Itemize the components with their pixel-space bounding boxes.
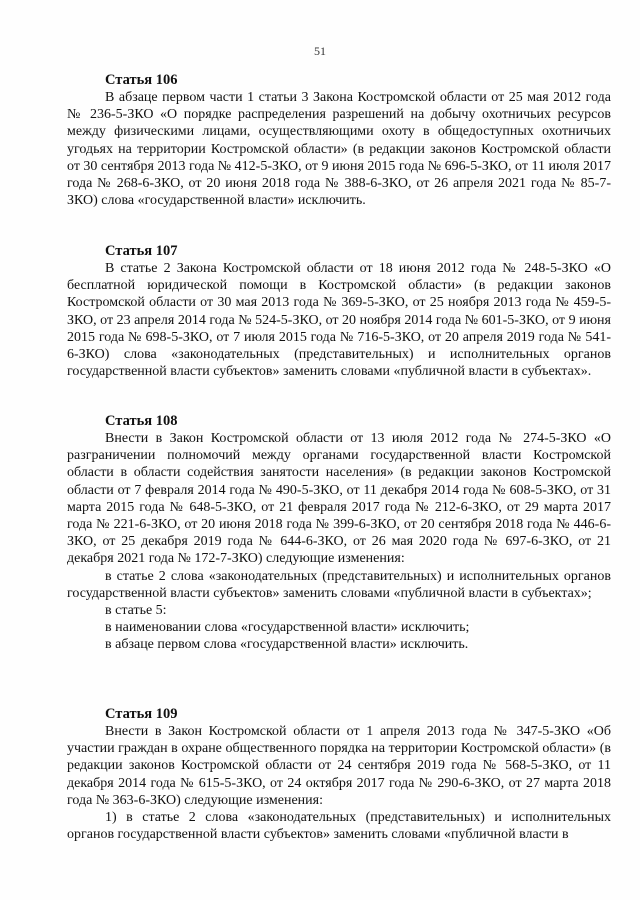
article-paragraph: в статье 2 слова «законодательных (представительных) и исполнительных органов государственной власти субъектов» заменить словами «публичной власти в субъектах»; bbox=[67, 568, 611, 601]
article-heading: Статья 109 bbox=[105, 706, 178, 722]
article-paragraph: в абзаце первом слова «государственной власти» исключить. bbox=[105, 637, 469, 653]
article-paragraph: в наименовании слова «государственной власти» исключить; bbox=[105, 620, 470, 636]
article-paragraph: В абзаце первом части 1 статьи 3 Закона Костромской области от 25 мая 2012 года № 236-5-ЗКО «О порядке распределения разрешений на добычу охотничьих ресурсов между физическими лицами, осуществляющими охоту в общедоступных охотничьих угодьях на территории Костромской области» (в редакции законов Костромской области от 30 сентября 2013 года № 412-5-ЗКО, от 9 июня 2015 года № 696-5-ЗКО, от 11 июля 2017 года № 268-6-ЗКО, от 20 июня 2018 года № 388-6-ЗКО, от 26 апреля 2021 года № 85-7-ЗКО) слова «государственной власти» исключить. bbox=[67, 90, 611, 209]
article-106 bbox=[67, 72, 611, 209]
article-heading: Статья 108 bbox=[105, 413, 178, 429]
article-paragraph: 1) в статье 2 слова «законодательных (представительных) и исполнительных органов государственной власти субъектов» заменить словами «публичной власти в bbox=[67, 810, 611, 843]
article-108 bbox=[67, 413, 611, 654]
article-107 bbox=[67, 243, 611, 380]
article-109 bbox=[67, 706, 611, 843]
page-number: 51 bbox=[314, 44, 326, 58]
article-paragraph: Внести в Закон Костромской области от 13 июля 2012 года № 274-5-ЗКО «О разграничении полномочий между органами государственной власти Костромской области в области содействия занятости населения» (в редакции законов Костромской области от 7 февраля 2014 года № 490-5-ЗКО, от 11 декабря 2014 года № 608-5-ЗКО, от 31 марта 2015 года № 648-5-ЗКО, от 21 февраля 2017 года № 212-6-ЗКО, от 29 марта 2017 года № 221-6-ЗКО, от 20 июня 2018 года № 399-6-ЗКО, от 20 сентября 2018 года № 446-6-ЗКО, от 25 декабря 2019 года № 644-6-ЗКО, от 26 мая 2020 года № 697-6-ЗКО, от 21 декабря 2021 года № 172-7-ЗКО) следующие изменения: bbox=[67, 431, 611, 567]
article-heading: Статья 107 bbox=[105, 243, 178, 259]
article-paragraph: Внести в Закон Костромской области от 1 апреля 2013 года № 347-5-ЗКО «Об участии граждан в охране общественного порядка на территории Костромской области» (в редакции законов Костромской области от 24 сентября 2019 года № 568-5-ЗКО, от 11 декабря 2014 года № 615-5-ЗКО, от 24 октября 2017 года № 290-6-ЗКО, от 27 марта 2018 года № 363-6-ЗКО) следующие изменения: bbox=[67, 724, 611, 808]
article-paragraph: в статье 5: bbox=[105, 603, 167, 619]
article-heading: Статья 106 bbox=[105, 72, 178, 88]
article-paragraph: В статье 2 Закона Костромской области от 18 июня 2012 года № 248-5-ЗКО «О бесплатной юридической помощи в Костромской области» (в редакции законов Костромской области от 30 мая 2013 года № 369-5-ЗКО, от 25 ноября 2013 года № 459-5-ЗКО, от 23 апреля 2014 года № 524-5-ЗКО, от 20 ноября 2014 года № 601-5-ЗКО, от 9 июня 2015 года № 698-5-ЗКО, от 7 июля 2015 года № 716-5-ЗКО, от 20 апреля 2019 года № 541-6-ЗКО) слова «законодательных (представительных) и исполнительных органов государственной власти субъектов» заменить словами «публичной власти в субъектах». bbox=[67, 261, 611, 380]
